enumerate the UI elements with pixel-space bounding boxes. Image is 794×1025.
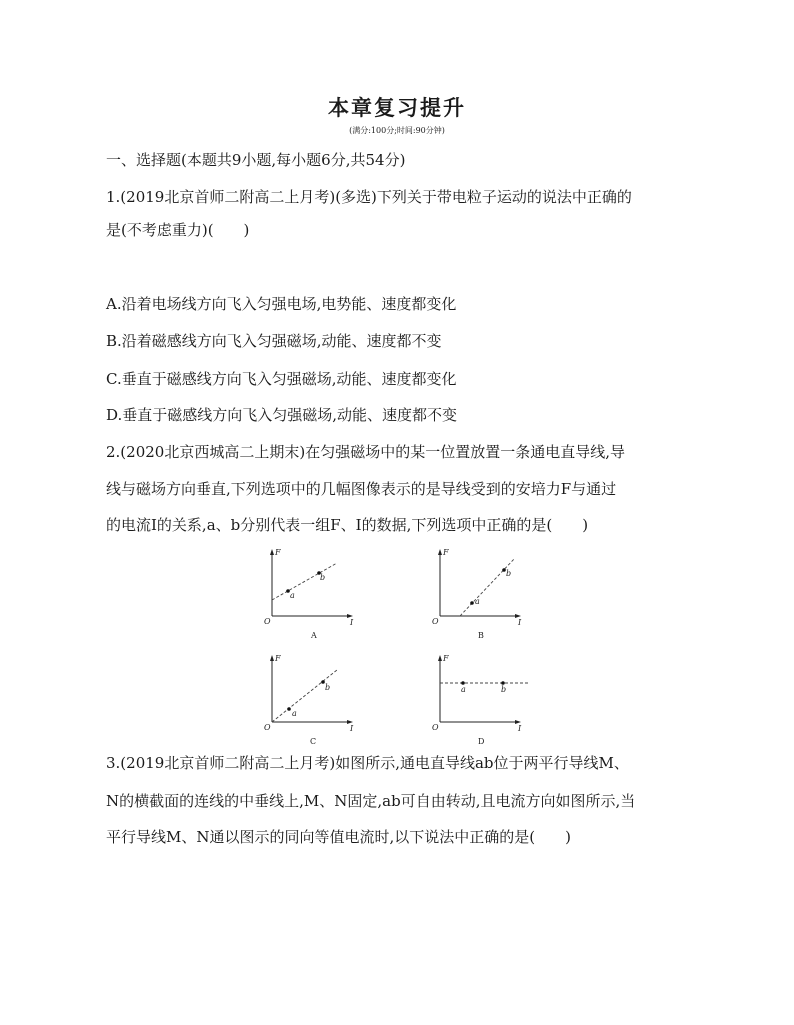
graph-caption: C [310, 737, 317, 746]
q2-stem-line1: 2.(2020北京西城高二上期末)在匀强磁场中的某一位置放置一条通电直导线,导 [106, 443, 625, 461]
origin-label: O [432, 617, 439, 626]
graph-caption: B [478, 631, 484, 640]
q3-stem-line2: N的横截面的连线的中垂线上,M、N固定,ab可自由转动,且电流方向如图所示,当 [106, 792, 636, 810]
point-b-label: b [325, 683, 331, 692]
q1-option-b: B.沿着磁感线方向飞入匀强磁场,动能、速度都不变 [106, 332, 442, 350]
graph-c [262, 652, 372, 748]
x-axis-label: I [350, 618, 354, 627]
point-b-label: b [501, 685, 507, 694]
origin-label: O [264, 617, 271, 626]
section-heading: 一、选择题(本题共9小题,每小题6分,共54分) [106, 151, 406, 169]
dashed-line [272, 670, 337, 722]
origin-label: O [432, 723, 439, 732]
y-axis-arrow-icon [438, 549, 442, 555]
q2-stem-line2: 线与磁场方向垂直,下列选项中的几幅图像表示的是导线受到的安培力F与通过 [106, 480, 617, 498]
point-a-label: a [475, 597, 480, 606]
q1-stem-line1: 1.(2019北京首师二附高二上月考)(多选)下列关于带电粒子运动的说法中正确的 [106, 188, 632, 206]
graph-b [430, 546, 540, 642]
graph-b-svg [430, 546, 540, 642]
q1-option-d: D.垂直于磁感线方向飞入匀强磁场,动能、速度都不变 [106, 406, 458, 424]
point-a-label: a [290, 591, 295, 600]
q2-stem-line3: 的电流I的关系,a、b分别代表一组F、I的数据,下列选项中正确的是( ) [106, 516, 589, 534]
point-a [470, 601, 474, 605]
dashed-line [272, 563, 337, 600]
point-b-label: b [506, 569, 512, 578]
graph-d [430, 652, 540, 748]
q1-option-a: A.沿着电场线方向飞入匀强电场,电势能、速度都变化 [106, 295, 457, 313]
graph-c-svg [262, 652, 372, 748]
graph-caption: A [311, 631, 317, 640]
y-axis-label: F [443, 548, 449, 557]
point-a [287, 707, 291, 711]
x-axis-label: I [350, 724, 354, 733]
point-b-label: b [320, 573, 326, 582]
point-a-label: a [461, 685, 466, 694]
y-axis-label: F [443, 654, 449, 663]
graph-d-svg [430, 652, 540, 748]
x-axis-label: I [518, 618, 522, 627]
origin-label: O [264, 723, 271, 732]
point-a-label: a [292, 709, 297, 718]
q1-option-c: C.垂直于磁感线方向飞入匀强磁场,动能、速度都变化 [106, 370, 457, 388]
dashed-line [460, 558, 515, 616]
y-axis-label: F [275, 548, 281, 557]
graph-a [262, 546, 372, 642]
page-title: 本章复习提升 [328, 95, 466, 120]
q1-stem-line2: 是(不考虑重力)( ) [106, 221, 250, 239]
score-time-note: (满分:100分;时间:90分钟) [349, 126, 445, 135]
y-axis-label: F [275, 654, 281, 663]
y-axis-arrow-icon [270, 549, 274, 555]
q3-stem-line1: 3.(2019北京首师二附高二上月考)如图所示,通电直导线ab位于两平行导线M、 [106, 754, 629, 772]
graph-a-svg [262, 546, 372, 642]
graph-caption: D [478, 737, 485, 746]
x-axis-label: I [518, 724, 522, 733]
y-axis-arrow-icon [270, 655, 274, 661]
q3-stem-line3: 平行导线M、N通以图示的同向等值电流时,以下说法中正确的是( ) [106, 828, 571, 846]
y-axis-arrow-icon [438, 655, 442, 661]
